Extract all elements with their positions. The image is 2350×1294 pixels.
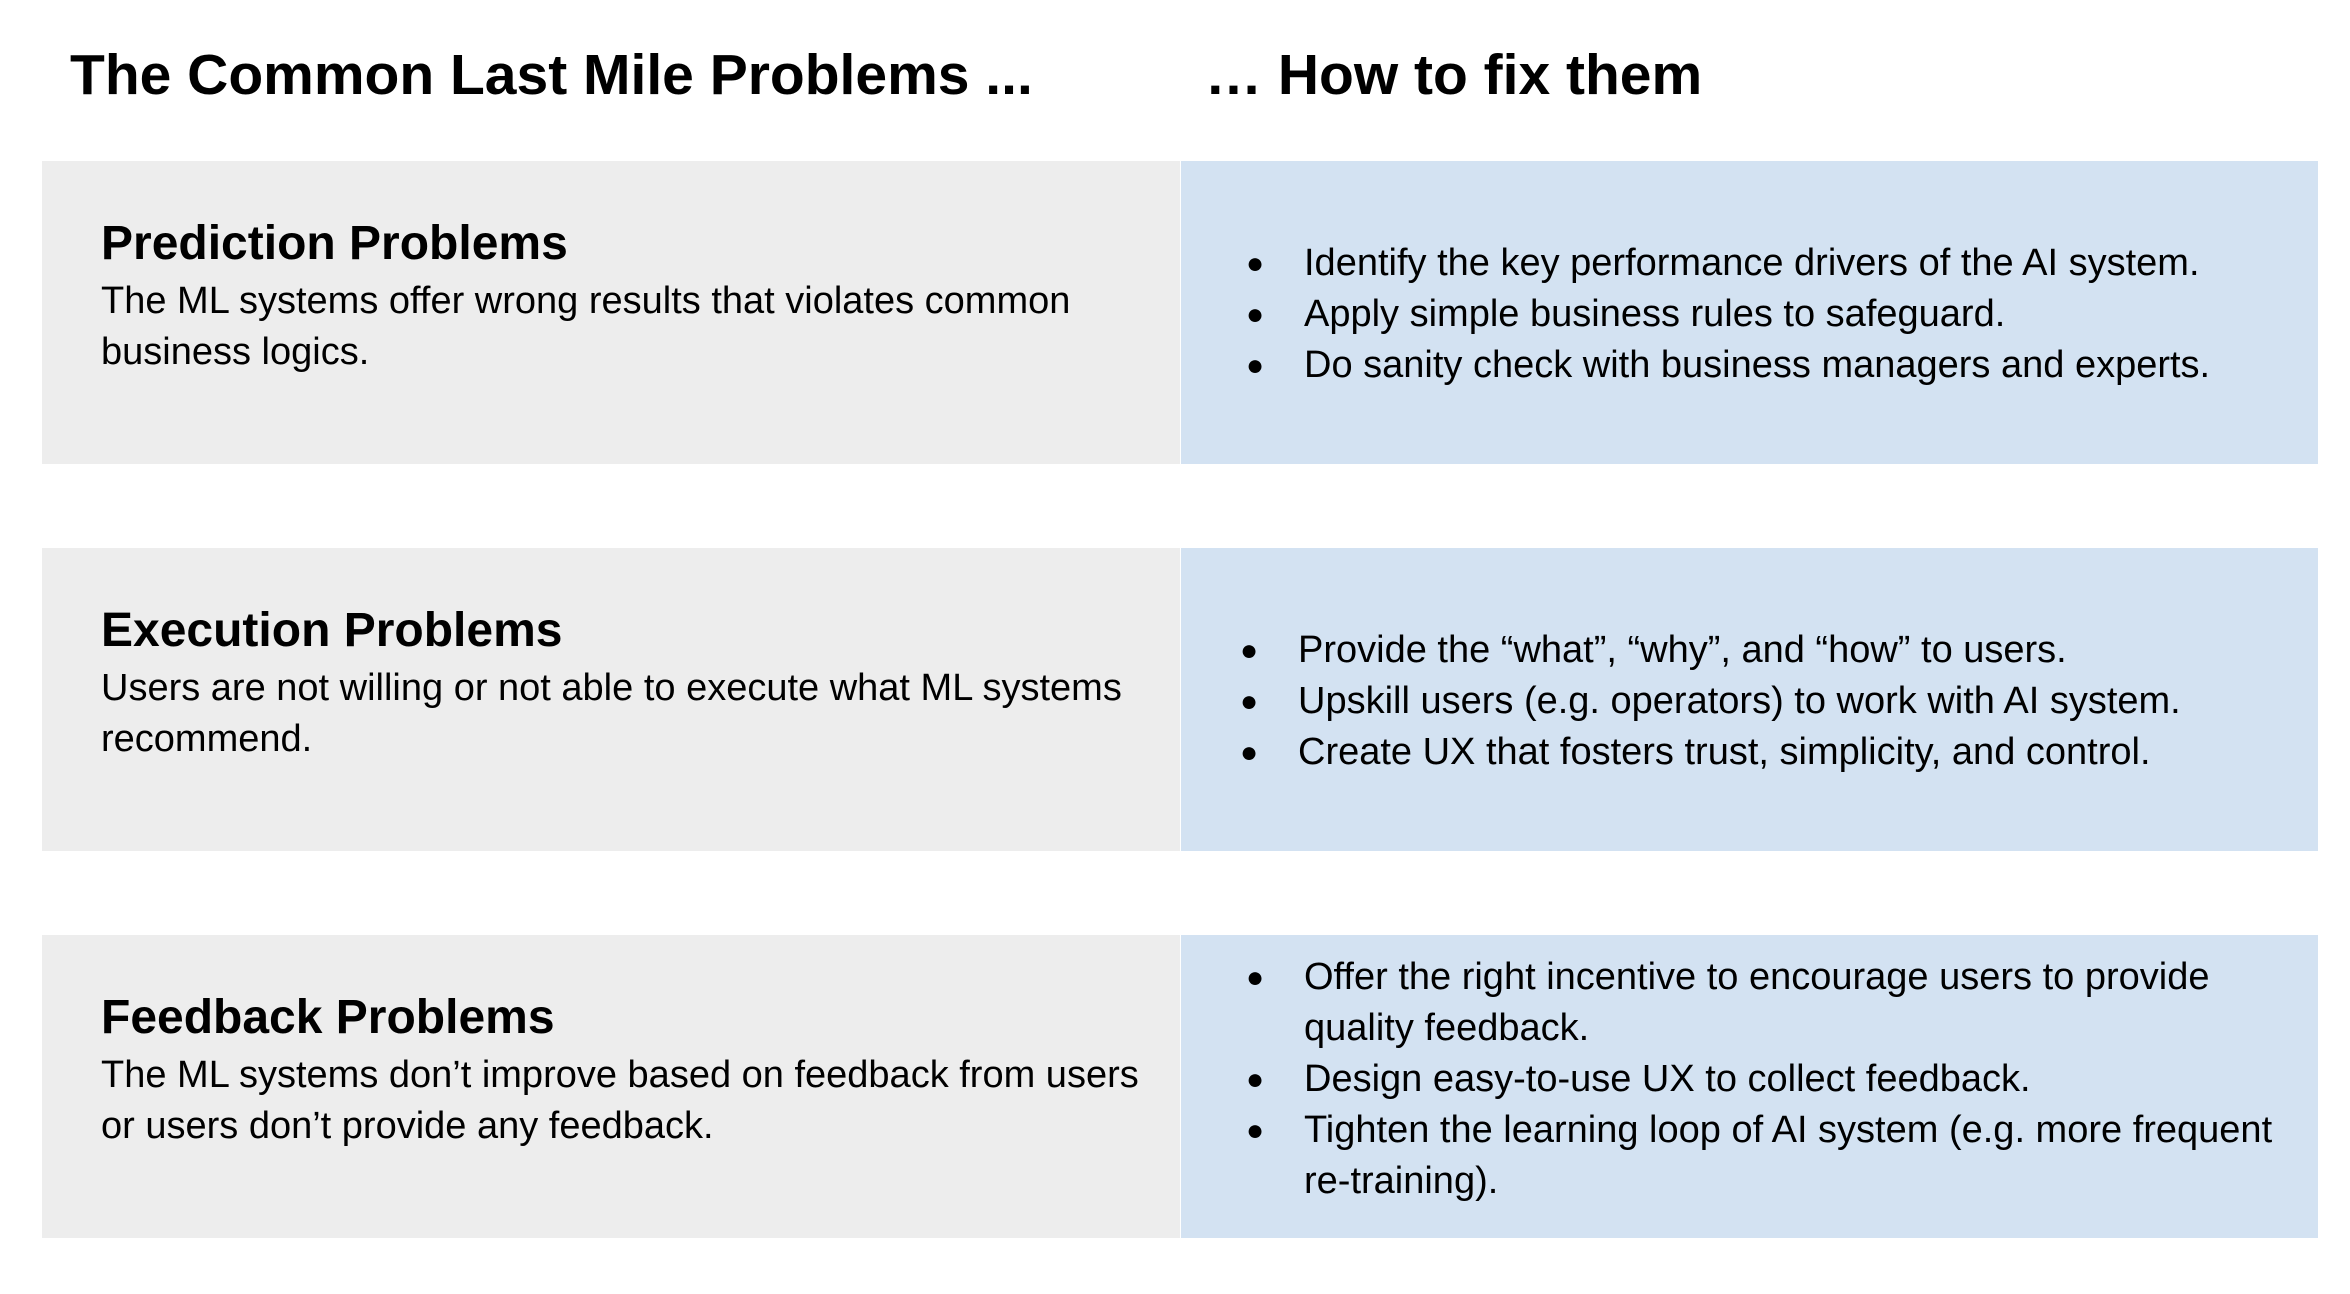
fix-item [1181,340,2318,391]
fix-list [1181,625,2318,778]
fix-text: Create UX that fosters trust, simplicity, and control. [1298,731,2151,773]
fix-item [1181,238,2318,289]
fix-text: Offer the right incentive to encourage users to provide quality feedback. [1304,956,2210,1049]
fix-text: Identify the key performance drivers of the AI system. [1304,242,2200,284]
bullet-icon: ● [1240,685,1259,718]
problem-description: The ML systems don’t improve based on feedback from users or users don’t provide any feedback. [101,1054,1139,1147]
fix-item [1181,1105,2318,1207]
problem-title: Execution Problems [101,604,563,657]
fix-list [1181,238,2318,391]
problem-row-feedback [42,935,2318,1238]
fix-item [1181,289,2318,340]
fix-text: Apply simple business rules to safeguard. [1304,293,2006,335]
bullet-icon: ● [1240,634,1259,667]
bullet-icon: ● [1246,1114,1265,1147]
bullet-icon: ● [1246,247,1265,280]
fix-cell [1181,548,2318,851]
fix-cell [1181,935,2318,1238]
fix-text: Tighten the learning loop of AI system (e.g. more frequent re-training). [1304,1109,2273,1202]
fix-item [1181,676,2318,727]
problem-description: The ML systems offer wrong results that violates common business logics. [101,280,1071,373]
fix-item [1181,727,2318,778]
problem-row-prediction [42,161,2318,464]
bullet-icon: ● [1246,298,1265,331]
fix-cell [1181,161,2318,464]
right-column-heading: … How to fix them [1205,43,1703,107]
problem-cell [42,161,1180,464]
fix-list [1181,952,2318,1207]
problem-cell [42,548,1180,851]
fix-text: Upskill users (e.g. operators) to work with AI system. [1298,680,2181,722]
problem-title: Prediction Problems [101,217,568,270]
fix-item [1181,952,2318,1054]
problem-title: Feedback Problems [101,991,555,1044]
left-column-heading: The Common Last Mile Problems ... [70,43,1033,107]
bullet-icon: ● [1240,736,1259,769]
fix-item [1181,625,2318,676]
fix-item [1181,1054,2318,1105]
fix-text: Design easy-to-use UX to collect feedback. [1304,1058,2031,1100]
fix-text: Provide the “what”, “why”, and “how” to users. [1298,629,2067,671]
bullet-icon: ● [1246,1063,1265,1096]
fix-text: Do sanity check with business managers and experts. [1304,344,2211,386]
problem-row-execution [42,548,2318,851]
bullet-icon: ● [1246,961,1265,994]
problem-cell [42,935,1180,1238]
bullet-icon: ● [1246,349,1265,382]
problem-description: Users are not willing or not able to execute what ML systems recommend. [101,667,1122,760]
